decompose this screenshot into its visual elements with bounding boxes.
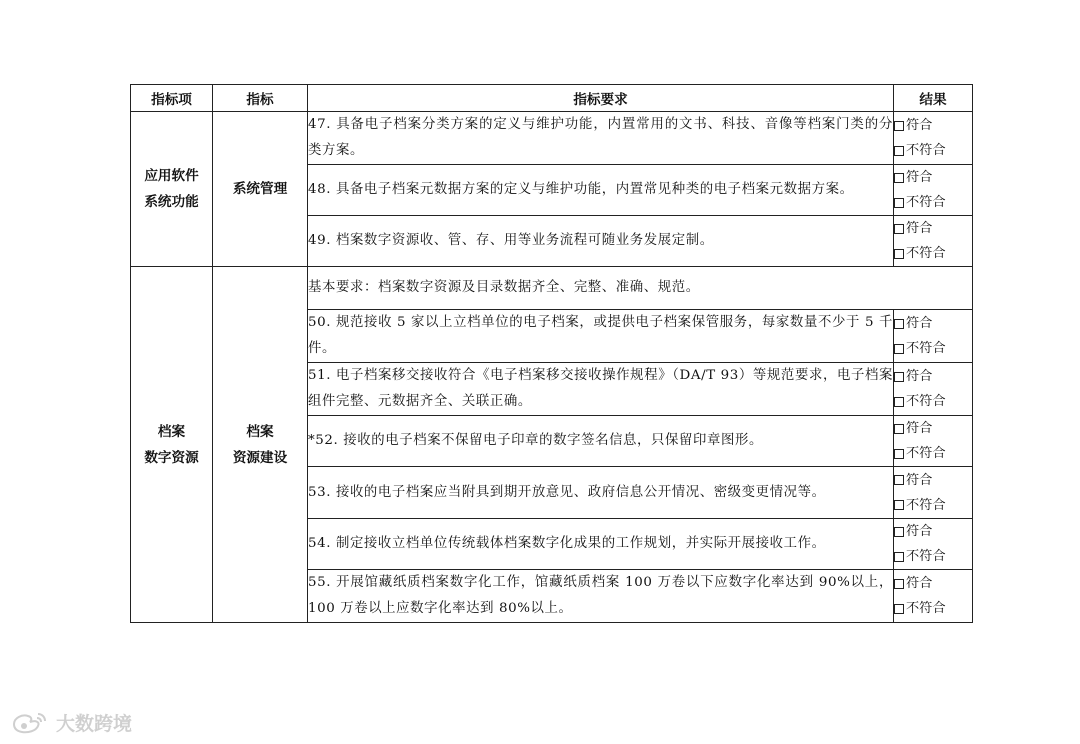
nonconform-checkbox[interactable] [894, 241, 972, 266]
basic-requirement: 基本要求：档案数字资源及目录数据齐全、完整、准确、规范。 [308, 267, 973, 310]
conform-label: 符合 [906, 170, 933, 185]
header-category: 指标项 [131, 85, 213, 112]
category-label: 系统功能 [144, 194, 199, 210]
requirement-text: 55. 开展馆藏纸质档案数字化工作，馆藏纸质档案 100 万卷以下应数字化率达到 90%以上，100 万卷以上应数字化率达到 80%以上。 [308, 570, 894, 623]
result-cell [894, 570, 973, 623]
nonconform-checkbox[interactable] [894, 596, 972, 621]
nonconform-checkbox[interactable] [894, 493, 972, 518]
category-cell [131, 267, 213, 623]
category-label: 档案 [157, 423, 186, 440]
checkbox-icon [894, 424, 904, 434]
header-indicator: 指标 [213, 85, 308, 112]
nonconform-label: 不符合 [906, 549, 946, 564]
checkbox-icon [894, 604, 904, 614]
conform-label: 符合 [906, 472, 933, 488]
indicator-label: 档案 [246, 423, 274, 440]
checkbox-icon [894, 527, 904, 537]
conform-label: 符合 [906, 118, 933, 133]
nonconform-label: 不符合 [906, 195, 946, 210]
checkbox-icon [894, 500, 904, 510]
indicator-cell [213, 112, 308, 267]
checkbox-icon [894, 121, 904, 131]
nonconform-checkbox[interactable] [894, 389, 972, 414]
result-cell [894, 363, 973, 416]
requirement-text: 47. 具备电子档案分类方案的定义与维护功能，内置常用的文书、科技、音像等档案门类的分类方案。 [308, 112, 894, 165]
category-label: 应用软件 [144, 168, 199, 184]
checkbox-icon [894, 475, 904, 485]
checkbox-icon [894, 319, 904, 329]
checkbox-icon [894, 397, 904, 407]
conform-checkbox[interactable] [894, 519, 972, 544]
nonconform-label: 不符合 [906, 246, 946, 261]
checkbox-icon [894, 198, 904, 208]
indicator-label: 资源建设 [232, 449, 288, 466]
conform-label: 符合 [906, 421, 933, 436]
watermark [10, 708, 132, 736]
nonconform-label: 不符合 [906, 394, 946, 409]
conform-checkbox[interactable] [894, 364, 972, 389]
result-cell [894, 165, 973, 216]
requirement-text: 53. 接收的电子档案应当附具到期开放意见、政府信息公开情况、密级变更情况等。 [308, 467, 894, 519]
nonconform-label: 不符合 [906, 497, 946, 513]
conform-label: 符合 [906, 221, 933, 236]
checkbox-icon [894, 146, 904, 156]
requirement-text: 48. 具备电子档案元数据方案的定义与维护功能，内置常见种类的电子档案元数据方案。 [308, 165, 894, 216]
nonconform-checkbox[interactable] [894, 441, 972, 466]
checkbox-icon [894, 249, 904, 259]
requirement-text: 49. 档案数字资源收、管、存、用等业务流程可随业务发展定制。 [308, 216, 894, 267]
nonconform-label: 不符合 [906, 446, 946, 461]
conform-label: 符合 [906, 576, 933, 591]
checkbox-icon [894, 552, 904, 562]
nonconform-checkbox[interactable] [894, 190, 972, 215]
conform-checkbox[interactable] [894, 416, 972, 441]
result-cell [894, 519, 973, 570]
result-cell [894, 112, 973, 165]
conform-checkbox[interactable] [894, 311, 972, 336]
indicator-cell [213, 267, 308, 623]
nonconform-label: 不符合 [906, 143, 946, 158]
conform-checkbox[interactable] [894, 571, 972, 596]
checkbox-icon [894, 344, 904, 354]
requirement-text: 50. 规范接收 5 家以上立档单位的电子档案，或提供电子档案保管服务，每家数量不少于 5 千件。 [308, 310, 894, 363]
category-label: 数字资源 [144, 449, 199, 466]
checkbox-icon [894, 173, 904, 183]
result-cell [894, 216, 973, 267]
category-cell [131, 112, 213, 267]
conform-label: 符合 [906, 524, 933, 539]
nonconform-checkbox[interactable] [894, 336, 972, 361]
checkbox-icon [894, 372, 904, 382]
header-requirement: 指标要求 [308, 85, 894, 112]
header-row [131, 85, 973, 112]
requirement-text: *52. 接收的电子档案不保留电子印章的数字签名信息，只保留印章图形。 [308, 416, 894, 467]
table-row [131, 112, 973, 165]
nonconform-checkbox[interactable] [894, 138, 972, 163]
result-cell [894, 310, 973, 363]
conform-checkbox[interactable] [894, 468, 972, 493]
nonconform-checkbox[interactable] [894, 544, 972, 569]
checkbox-icon [894, 449, 904, 459]
nonconform-label: 不符合 [906, 341, 946, 356]
header-result: 结果 [894, 85, 973, 112]
requirement-text: 51. 电子档案移交接收符合《电子档案移交接收操作规程》（DA/T 93）等规范要求，电子档案组件完整、元数据齐全、关联正确。 [308, 363, 894, 416]
conform-label: 符合 [906, 316, 933, 331]
result-cell [894, 416, 973, 467]
weibo-logo-icon [10, 710, 48, 734]
conform-checkbox[interactable] [894, 216, 972, 241]
result-cell [894, 467, 973, 519]
requirement-text: 54. 制定接收立档单位传统载体档案数字化成果的工作规划，并实际开展接收工作。 [308, 519, 894, 570]
conform-checkbox[interactable] [894, 113, 972, 138]
conform-checkbox[interactable] [894, 165, 972, 190]
table-row [131, 267, 973, 310]
checkbox-icon [894, 579, 904, 589]
watermark-text: 大数跨境 [56, 712, 133, 735]
nonconform-label: 不符合 [906, 601, 946, 616]
conform-label: 符合 [906, 369, 933, 384]
indicator-label: 系统管理 [232, 181, 288, 197]
checkbox-icon [894, 224, 904, 234]
evaluation-table [130, 84, 973, 623]
